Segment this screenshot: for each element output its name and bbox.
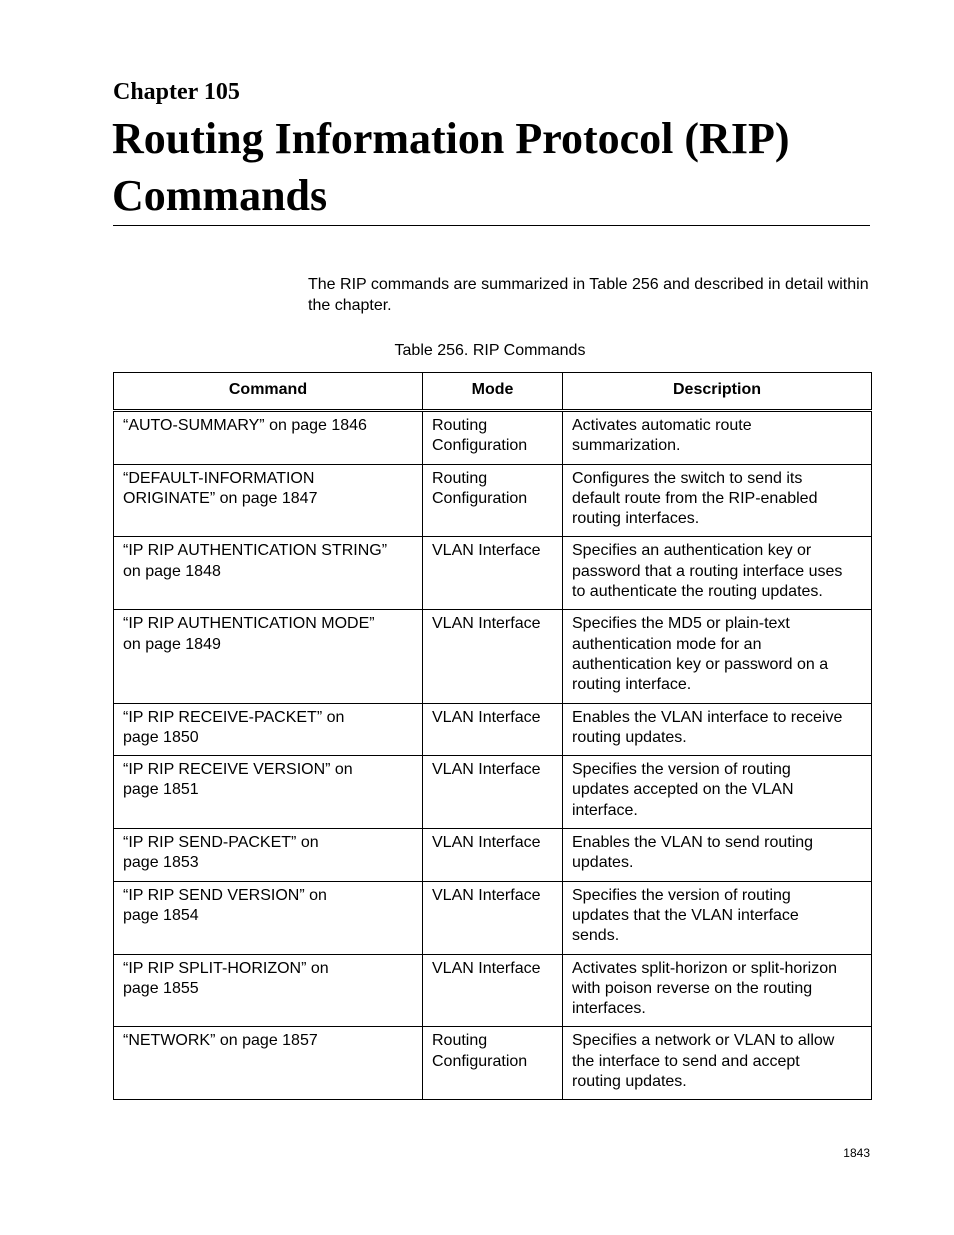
command-cell: “IP RIP SEND-PACKET” on page 1853 xyxy=(114,829,423,882)
description-cell: Enables the VLAN to send routing updates. xyxy=(563,829,872,882)
chapter-title: Routing Information Protocol (RIP) Commands xyxy=(112,114,790,220)
mode-cell: Routing Configuration xyxy=(423,1027,563,1100)
mode-cell: VLAN Interface xyxy=(423,756,563,829)
header-command: Command xyxy=(114,373,423,411)
table-row xyxy=(114,537,872,610)
command-cell: “AUTO-SUMMARY” on page 1846 xyxy=(114,411,423,465)
table-row xyxy=(114,756,872,829)
command-cell: “IP RIP AUTHENTICATION MODE” on page 1849 xyxy=(114,610,423,703)
mode-cell: VLAN Interface xyxy=(423,537,563,610)
description-cell: Specifies an authentication key or password that a routing interface uses to authenticate the routing updates. xyxy=(563,537,872,610)
table-row xyxy=(114,464,872,537)
title-divider xyxy=(113,225,870,226)
table-header-row xyxy=(114,373,872,411)
header-mode: Mode xyxy=(423,373,563,411)
command-cell: “IP RIP RECEIVE-PACKET” on page 1850 xyxy=(114,703,423,756)
mode-cell: VLAN Interface xyxy=(423,703,563,756)
description-cell: Enables the VLAN interface to receive routing updates. xyxy=(563,703,872,756)
page-number: 1843 xyxy=(843,1146,870,1160)
rip-commands-table xyxy=(113,372,872,1100)
description-cell: Specifies a network or VLAN to allow the interface to send and accept routing updates. xyxy=(563,1027,872,1100)
description-cell: Specifies the MD5 or plain-text authentication mode for an authentication key or password on a routing interface. xyxy=(563,610,872,703)
description-cell: Specifies the version of routing updates that the VLAN interface sends. xyxy=(563,881,872,954)
mode-cell: VLAN Interface xyxy=(423,829,563,882)
chapter-label: Chapter 105 xyxy=(113,79,240,105)
table-row xyxy=(114,610,872,703)
description-cell: Activates automatic route summarization. xyxy=(563,411,872,465)
table-row xyxy=(114,954,872,1027)
mode-cell: VLAN Interface xyxy=(423,610,563,703)
command-cell: “DEFAULT-INFORMATION ORIGINATE” on page 1847 xyxy=(114,464,423,537)
description-cell: Configures the switch to send its default route from the RIP-enabled routing interfaces. xyxy=(563,464,872,537)
mode-cell: VLAN Interface xyxy=(423,954,563,1027)
table-row xyxy=(114,411,872,465)
table-caption: Table 256. RIP Commands xyxy=(394,342,586,359)
mode-cell: Routing Configuration xyxy=(423,464,563,537)
table-row xyxy=(114,1027,872,1100)
command-cell: “IP RIP AUTHENTICATION STRING” on page 1848 xyxy=(114,537,423,610)
command-cell: “IP RIP SEND VERSION” on page 1854 xyxy=(114,881,423,954)
table-row xyxy=(114,829,872,882)
command-cell: “IP RIP RECEIVE VERSION” on page 1851 xyxy=(114,756,423,829)
command-cell: “IP RIP SPLIT-HORIZON” on page 1855 xyxy=(114,954,423,1027)
table-row xyxy=(114,881,872,954)
description-cell: Activates split-horizon or split-horizon with poison reverse on the routing interfaces. xyxy=(563,954,872,1027)
intro-paragraph: The RIP commands are summarized in Table 256 and described in detail within the chapter. xyxy=(308,276,869,314)
mode-cell: Routing Configuration xyxy=(423,411,563,465)
command-cell: “NETWORK” on page 1857 xyxy=(114,1027,423,1100)
mode-cell: VLAN Interface xyxy=(423,881,563,954)
header-description: Description xyxy=(563,373,872,411)
table-row xyxy=(114,703,872,756)
description-cell: Specifies the version of routing updates accepted on the VLAN interface. xyxy=(563,756,872,829)
